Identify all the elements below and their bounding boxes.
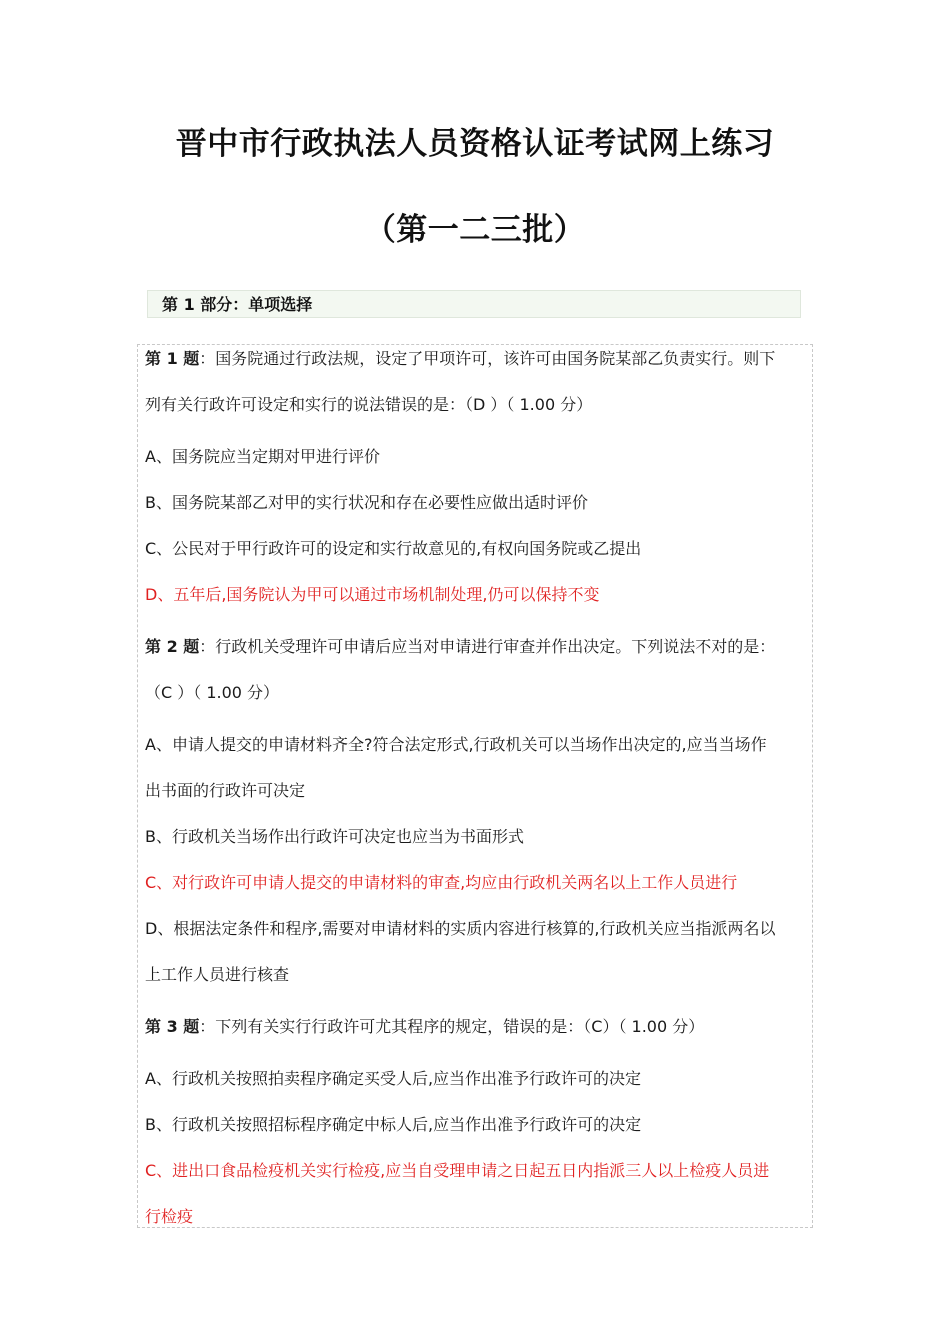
question-1-stem: 第 1 题：国务院通过行政法规，设定了甲项许可，该许可由国务院某部乙负责实行。则下 [145,349,776,368]
question-2-option-b[interactable]: B、行政机关当场作出行政许可决定也应当为书面形式 [145,827,524,846]
document-title: 晋中市行政执法人员资格认证考试网上练习 [175,126,775,162]
document-subtitle: （第一二三批） [364,212,586,248]
question-1-option-a[interactable]: A、国务院应当定期对甲进行评价 [145,447,380,466]
question-2-option-c-correct[interactable]: C、对行政许可申请人提交的申请材料的审查,均应由行政机关两名以上工作人员进行 [145,873,738,892]
question-2-option-a-cont[interactable]: 出书面的行政许可决定 [145,781,306,800]
question-2-option-a[interactable]: A、申请人提交的申请材料齐全?符合法定形式,行政机关可以当场作出决定的,应当当场作 [145,735,767,754]
question-3-option-a[interactable]: A、行政机关按照拍卖程序确定买受人后,应当作出准予行政许可的决定 [145,1069,642,1088]
question-number: 第 3 题 [145,1017,200,1036]
question-1-stem-cont: 列有关行政许可设定和实行的说法错误的是：（D ）（ 1.00 分） [145,395,593,414]
question-number: 第 2 题 [145,637,200,656]
section-header: 第 1 部分：单项选择 [147,290,801,318]
question-1-option-c[interactable]: C、公民对于甲行政许可的设定和实行故意见的,有权向国务院或乙提出 [145,539,642,558]
question-3-option-c-cont[interactable]: 行检疫 [145,1207,194,1226]
question-3-stem: 第 3 题：下列有关实行行政许可尤其程序的规定，错误的是：（C）（ 1.00 分） [145,1017,705,1036]
question-2-stem-cont: （C ）（ 1.00 分） [145,683,280,702]
question-2-stem: 第 2 题：行政机关受理许可申请后应当对申请进行审查并作出决定。下列说法不对的是： [145,637,776,656]
question-2-option-d[interactable]: D、根据法定条件和程序,需要对申请材料的实质内容进行核算的,行政机关应当指派两名以 [145,919,776,938]
question-number: 第 1 题 [145,349,200,368]
question-3-option-b[interactable]: B、行政机关按照招标程序确定中标人后,应当作出准予行政许可的决定 [145,1115,642,1134]
question-2-option-d-cont[interactable]: 上工作人员进行核查 [145,965,290,984]
question-1-option-d-correct[interactable]: D、五年后,国务院认为甲可以通过市场机制处理,仍可以保持不变 [145,585,600,604]
question-1-option-b[interactable]: B、国务院某部乙对甲的实行状况和存在必要性应做出适时评价 [145,493,588,512]
question-3-option-c-correct[interactable]: C、进出口食品检疫机关实行检疫,应当自受理申请之日起五日内指派三人以上检疫人员进 [145,1161,770,1180]
